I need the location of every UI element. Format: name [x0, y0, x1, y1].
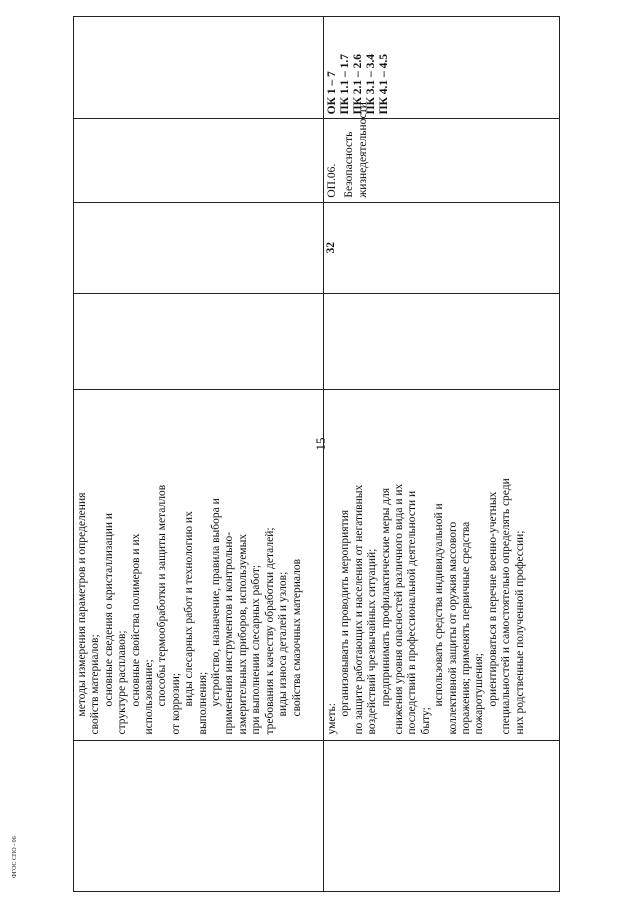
- index-cell: [74, 741, 324, 892]
- page-number: 15: [313, 437, 328, 451]
- knowledge-cell: [74, 390, 324, 741]
- competencies-cell: [324, 17, 560, 119]
- text-line: использование;: [143, 659, 156, 735]
- competency-item: ПК 3.1 – 3.4: [365, 53, 377, 115]
- competency-item: ПК 1.1 – 1.7: [339, 53, 351, 115]
- text-line: виды слесарных работ и технологию их: [183, 511, 196, 707]
- rotated-page-content: [73, 16, 559, 892]
- text-line: от коррозии;: [169, 672, 182, 735]
- competency-item: ПК 4.1 – 4.5: [378, 53, 390, 115]
- text-line: поражения; применять первичные средства: [460, 521, 473, 735]
- skills-list: [324, 390, 529, 740]
- competencies-cell: [74, 17, 324, 119]
- discipline-name: Безопасность жизнедеятельности: [343, 102, 369, 198]
- knowledge-list: [74, 390, 306, 740]
- footer-text: ФГОС СПО - 06: [12, 836, 18, 878]
- text-line: специальностей и самостоятельно определять среди: [500, 478, 513, 735]
- table-row: [74, 17, 324, 892]
- text-line: быту;: [419, 707, 432, 735]
- max-hours-cell: [74, 293, 324, 389]
- text-line: способы термообработки и защиты металлов: [156, 484, 169, 707]
- discipline-code: ОП.06.: [326, 163, 338, 198]
- text-line: воздействий чрезвычайных ситуаций;: [366, 548, 379, 735]
- text-line: методы измерения параметров и определения: [76, 492, 88, 717]
- text-line: предпринимать профилактические меры для: [379, 487, 392, 707]
- text-line: основные сведения о кристаллизации и: [102, 512, 115, 707]
- text-line: устройство, назначение, правила выбора и: [210, 498, 223, 707]
- hours-value: 32: [325, 242, 337, 254]
- text-line: основные свойства полимеров и их: [129, 533, 142, 707]
- text-line: измерительных приборов, используемых: [236, 533, 249, 735]
- curriculum-table: [73, 16, 560, 892]
- index-cell: [324, 741, 560, 892]
- max-hours-cell: [324, 293, 560, 389]
- text-line: при выполнении слесарных работ;: [250, 564, 263, 735]
- competency-item: ПК 2.1 – 2.6: [352, 53, 364, 115]
- text-line: уметь:: [326, 703, 338, 735]
- table-row: [324, 17, 560, 892]
- text-line: выполнения;: [196, 671, 209, 735]
- text-line: применения инструментов и контрольно-: [223, 531, 236, 735]
- skills-cell: [324, 390, 560, 741]
- text-line: требования к качеству обработки деталей;: [263, 527, 276, 735]
- text-line: структуре расплавов;: [116, 630, 129, 735]
- discipline-cell: [324, 102, 560, 202]
- text-line: организовывать и проводить мероприятия: [339, 509, 352, 717]
- text-line: виды износа деталей и узлов;: [277, 571, 290, 717]
- text-line: свойств материалов;: [89, 634, 102, 735]
- text-line: снижения уровня опасностей различного вида и их: [393, 483, 406, 735]
- competency-list: [324, 17, 393, 118]
- text-line: использовать средства индивидуальной и: [433, 503, 446, 707]
- text-line: свойства смазочных материалов: [290, 558, 303, 717]
- competency-item: ОК 1 – 7: [326, 71, 338, 115]
- mandatory-hours-cell: [324, 202, 560, 293]
- text-line: последствий в профессиональной деятельности и: [406, 490, 419, 735]
- text-line: по защите работающих и населения от негативных: [352, 484, 365, 735]
- text-line: коллективной защиты от оружия массового: [446, 521, 459, 735]
- text-line: пожаротушения;: [473, 653, 486, 735]
- text-line: них родственные полученной профессии;: [513, 530, 526, 735]
- discipline-cell: [74, 119, 324, 202]
- text-line: ориентироваться в перечне военно-учетных: [486, 491, 499, 707]
- mandatory-hours-cell: [74, 202, 324, 293]
